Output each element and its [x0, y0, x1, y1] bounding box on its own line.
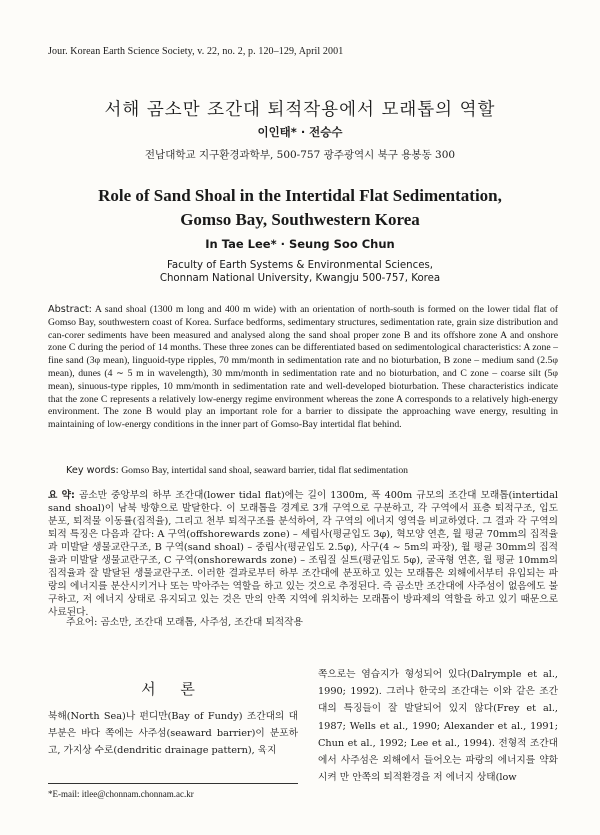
footnote: *E-mail: itlee@chonnam.chonnam.ac.kr — [48, 789, 194, 799]
journal-citation: Jour. Korean Earth Science Society, v. 22, no. 2, p. 120–129, April 2001 — [48, 46, 344, 57]
korean-abstract — [48, 489, 558, 619]
english-title — [0, 184, 600, 232]
english-authors: In Tae Lee* · Seung Soo Chun — [205, 237, 395, 251]
korean-keywords-label: 주요어: — [66, 617, 98, 628]
korean-affiliation: 전남대학교 지구환경과학부, 500-757 광주광역시 북구 용봉동 300 — [144, 149, 456, 161]
keywords — [66, 465, 556, 476]
abstract-label: Abstract: — [48, 304, 92, 315]
keywords-label: Key words: — [66, 465, 119, 476]
korean-keywords — [66, 614, 303, 628]
abstract-text: A sand shoal (1300 m long and 400 m wide) with an orientation of north-south is formed on the lower tidal flat of Gomso Bay, southwestern coast of Korea. Surface bedforms, sedimentary structures, sedimentation rate, grain size distribution and can-corer sediments have been measured and analysed along the sand shoal proper zone B and its offshore zone A and onshore zone C during the period of 14 months. These three zones can be differentiated based on sedimentological characteristics: A zone – fine sand (3φ mean), linguoid-type ripples, 70 mm/month in sedimentation rate and no bioturbation, B zone – medium sand (2.5φ mean), dunes (4 ∼ 5 m in wavelength), 30 mm/month in sedimentation rate and no bioturbation, and C zone – coarse silt (5φ mean), sinuous-type ripples, 10 mm/month in sedimentation rate and well-developed bioturbation. These characteristics indicate that the zone C represents a relatively low-energy regime environment whereas the zone A corresponds to a relatively high-energy environment. The zone B would play an important role for a barrier to dissipate the approaching wave energy, resulting in maintaining of low-energy conditions in the inner part of Gomso-Bay intertidal flat behind. — [48, 304, 559, 431]
body-column-left: 북해(North Sea)나 펀디만(Bay of Fundy) 조간대의 대부분은 바다 쪽에는 사주섬(seaward barrier)이 분포하고, 가지상 수로(dendritic drainage pattern), 육지 — [48, 711, 298, 757]
abstract — [48, 304, 558, 432]
korean-title: 서해 곰소만 조간대 퇴적작용에서 모래톱의 역할 — [104, 100, 496, 120]
korean-keywords-text: 곰소만, 조간대 모래톱, 사주섬, 조간대 퇴적작용 — [100, 617, 303, 628]
korean-authors: 이인태* · 전승수 — [257, 125, 343, 139]
keywords-text: Gomso Bay, intertidal sand shoal, seaward barrier, tidal flat sedimentation — [121, 465, 409, 476]
section-heading: 서 론 — [141, 680, 205, 698]
korean-abstract-label: 요 약: — [48, 490, 75, 501]
english-title-line-1: Role of Sand Shoal in the Intertidal Flat Sedimentation, — [98, 186, 502, 205]
english-affiliation — [0, 259, 600, 285]
korean-abstract-text: 곰소만 중앙부의 하부 조간대(lower tidal flat)에는 길이 1300m, 폭 400m 규모의 조간대 모래톱(intertidal sand shoal)이 남북 방향으로 발달한다. 이 모래톱을 경계로 3개 구역으로 구분하고, 각 구역에서 표층 퇴적구조, 입도 분포, 퇴적물 이동률(집적율), 그리고 천부 퇴적구조를 분석하여, 각 구역의 에너지 영역을 비교하였다. 그 결과 각 구역의 퇴적 특징은 다음과 같다: A 구역(offshorewards zone) – 세립사(평균입도 3φ), 혁모양 연흔, 월 평균 70mm의 집적율과 미발달 생물교란구조, B 구역(sand shoal) – 중립사(평균입도 2.5φ), 사구(4 ∼ 5m의 파장), 월 평균 30mm의 집적율과 미발달 생물교란구조, C 구역(onshorewards zone) – 조립질 실트(평균입도 5φ), 굴곡형 연흔, 월 평균 10mm의 집적율과 잘 발달된 생물교란구조. 이러한 결과로부터 하부 조간대에 분포하고 있는 모래톱은 외해에서부터 유입되는 파랑의 에너지를 분산시키거나 또는 막아주는 역할을 하고 있는 것으로 추정된다. 즉 곰소만 조간대에 사주섬이 없음에도 불구하고, 저 에너지 상태로 유지되고 있는 것은 만의 안쪽 지역에 위치하는 모래톱이 방파제의 역할을 하고 있기 때문으로 사료된다. — [48, 490, 558, 618]
english-title-line-2: Gomso Bay, Southwestern Korea — [180, 210, 420, 229]
body-column-right: 쪽으로는 염습지가 형성되어 있다(Dalrymple et al., 1990; 1992). 그러나 한국의 조간대는 이와 같은 조간대의 특징들이 잘 발달되어 있지 않다(Frey et al., 1987; Wells et al., 1990; Alexander et al., 1991; Chun et al., 1992; Lee et al., 1994). 전형적 조간대에서 사주섬은 외해에서 들어오는 파랑의 에너지를 약화시켜 만 안쪽의 퇴적환경을 저 에너지 상태(low — [318, 669, 558, 784]
footnote-divider — [48, 783, 298, 784]
english-affiliation-line-2: Chonnam National University, Kwangju 500-757, Korea — [159, 273, 441, 284]
english-affiliation-line-1: Faculty of Earth Systems & Environmental Sciences, — [166, 260, 434, 271]
